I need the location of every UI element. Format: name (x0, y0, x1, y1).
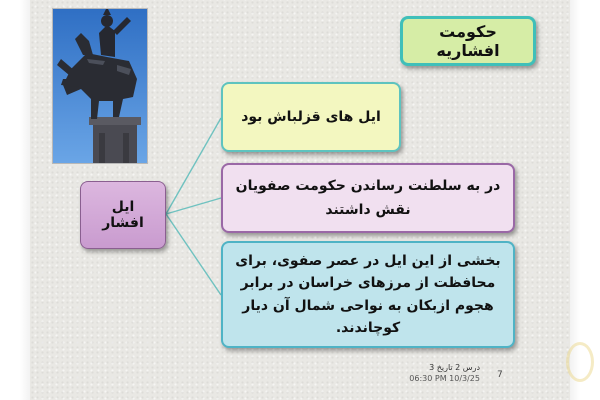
footer-datetime: 06:30 PM 10/3/25 (409, 374, 480, 383)
page-number: 7 (497, 370, 503, 380)
slide-title: حکومت افشاریه (400, 16, 536, 66)
watermark-logo (566, 342, 594, 382)
item-box-1: ایل های قزلباش بود (221, 82, 401, 152)
item-box-2: در به سلطنت رساندن حکومت صفویان نقش داشتند (221, 163, 515, 233)
main-node-box: ایل افشار (80, 181, 166, 249)
connector-to-box-a (166, 118, 221, 214)
connector-to-box-c (166, 214, 221, 295)
footer-label: درس 2 تاریخ 3 (429, 363, 480, 372)
item-box-3: بخشی از این ایل در عصر صفوی، برای محافظت از مرزهای خراسان در برابر هجوم ازبکان به نواحی شمال آن دیار کوچاندند. (221, 241, 515, 348)
